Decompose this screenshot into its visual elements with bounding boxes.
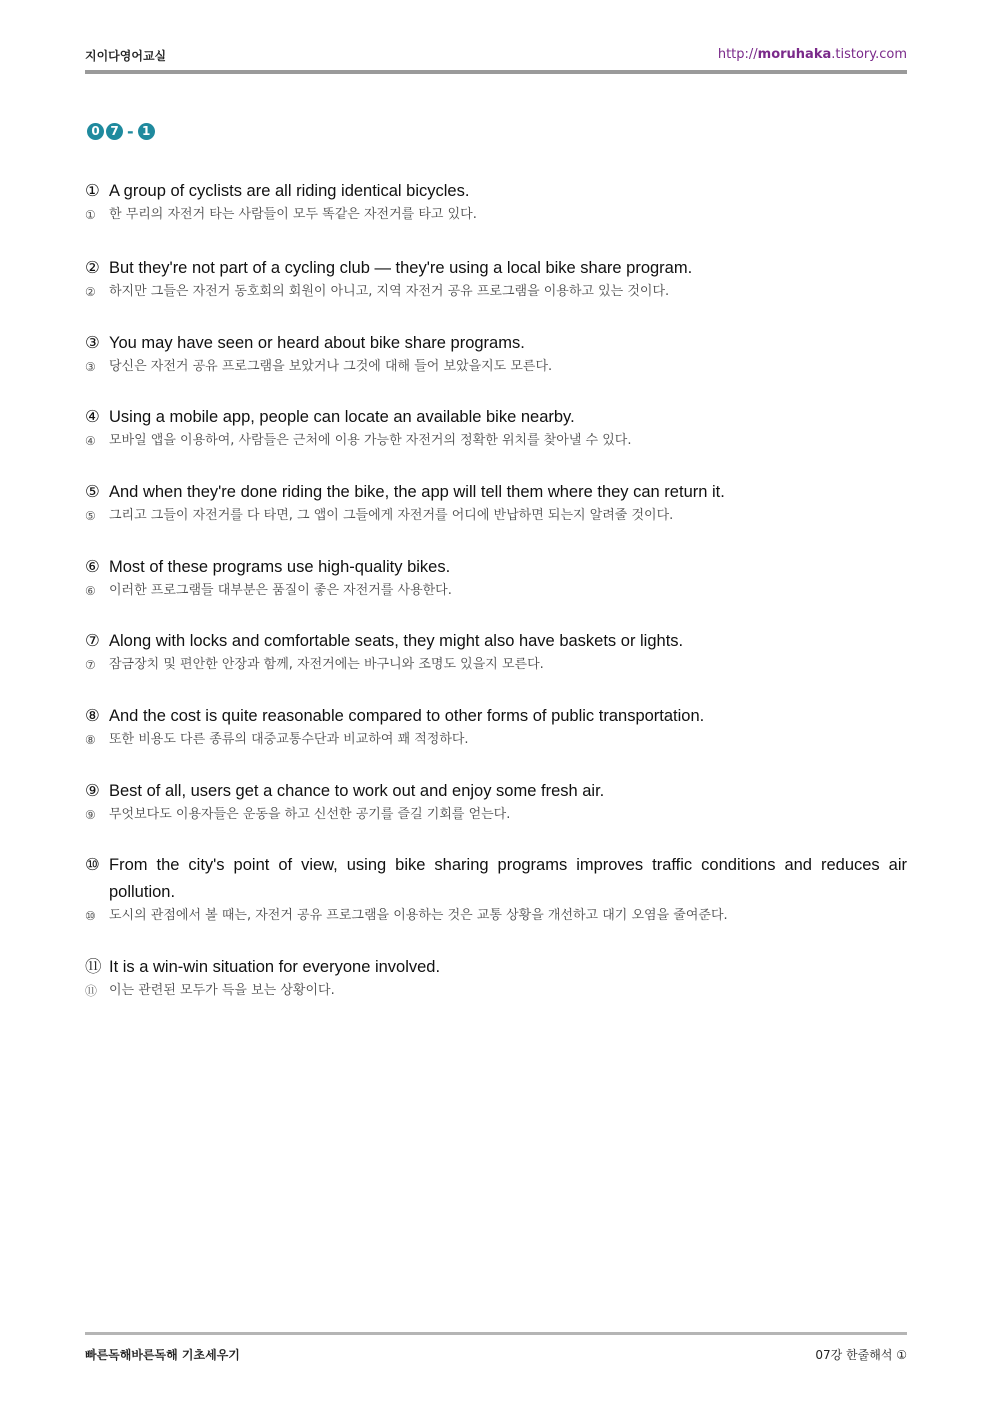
sentence-item	[85, 178, 907, 225]
header-divider	[85, 70, 907, 74]
korean-text: 하지만 그들은 자전거 동호회의 회원이 아니고, 지역 자전거 공유 프로그램을 이용하고 있는 것이다.	[109, 284, 670, 299]
english-text: It is a win-win situation for everyone involved.	[109, 958, 441, 976]
url-prefix: http://	[717, 47, 758, 62]
translation-number: ④	[85, 434, 96, 448]
url-suffix: .tistory.com	[831, 47, 907, 62]
english-sentence	[85, 178, 907, 205]
sentence-item	[85, 628, 907, 675]
korean-translation	[85, 357, 907, 377]
korean-translation	[85, 981, 907, 1001]
translation-number: ②	[85, 285, 96, 299]
sentence-item	[85, 852, 907, 926]
english-text: But they're not part of a cycling club — they're using a local bike share program.	[109, 259, 693, 277]
page-header	[85, 44, 907, 66]
korean-translation	[85, 282, 907, 302]
english-text: And the cost is quite reasonable compared to other forms of public transportation.	[109, 707, 705, 725]
sentence-number: ②	[85, 259, 100, 277]
korean-text: 또한 비용도 다른 종류의 대중교통수단과 비교하여 꽤 적정하다.	[109, 732, 469, 747]
sentence-item	[85, 255, 907, 302]
english-sentence	[85, 330, 907, 357]
korean-translation	[85, 730, 907, 750]
korean-translation	[85, 655, 907, 675]
label-separator: -	[127, 121, 134, 141]
korean-translation	[85, 581, 907, 601]
sentence-number: ⑩	[85, 856, 100, 874]
korean-text: 모바일 앱을 이용하여, 사람들은 근처에 이용 가능한 자전거의 정확한 위치를 찾아낼 수 있다.	[109, 433, 632, 448]
english-sentence	[85, 703, 907, 730]
sentence-number: ⑨	[85, 782, 100, 800]
chapter-label: 07강 한줄해석 ①	[815, 1348, 907, 1362]
korean-text: 그리고 그들이 자전거를 다 타면, 그 앱이 그들에게 자전거를 어디에 반납하면 되는지 알려줄 것이다.	[109, 508, 674, 523]
korean-translation	[85, 805, 907, 825]
korean-text: 무엇보다도 이용자들은 운동을 하고 신선한 공기를 즐길 기회를 얻는다.	[109, 807, 511, 822]
sentence-number: ③	[85, 334, 100, 352]
korean-text: 잠금장치 및 편안한 안장과 함께, 자전거에는 바구니와 조명도 있을지 모른다.	[109, 657, 544, 672]
sentence-number: ⑥	[85, 558, 100, 576]
korean-text: 도시의 관점에서 볼 때는, 자전거 공유 프로그램을 이용하는 것은 교통 상황을 개선하고 대기 오염을 줄여준다.	[109, 908, 728, 923]
page-footer	[85, 1344, 907, 1366]
label-digit: 1	[138, 123, 155, 140]
english-sentence	[85, 554, 907, 581]
sentence-item	[85, 479, 907, 526]
korean-text: 이러한 프로그램들 대부분은 품질이 좋은 자전거를 사용한다.	[109, 583, 452, 598]
sentence-item	[85, 554, 907, 601]
sentence-number: ⑪	[85, 958, 102, 976]
translation-number: ③	[85, 360, 96, 374]
korean-text: 한 무리의 자전거 타는 사람들이 모두 똑같은 자전거를 타고 있다.	[109, 207, 477, 222]
book-title: 빠른독해바른독해 기초세우기	[85, 1348, 240, 1362]
sentence-number: ⑤	[85, 483, 100, 501]
brand-name: 지이다영어교실	[85, 49, 167, 63]
english-text: Along with locks and comfortable seats, they might also have baskets or lights.	[109, 632, 684, 650]
english-text: From the city's point of view, using bike sharing programs improves traffic conditions and reduces air pollution.	[109, 856, 907, 901]
korean-text: 당신은 자전거 공유 프로그램을 보았거나 그것에 대해 들어 보았을지도 모른다.	[109, 359, 553, 374]
label-digit: 7	[106, 123, 123, 140]
english-text: A group of cyclists are all riding identical bicycles.	[109, 182, 470, 200]
english-text: Using a mobile app, people can locate an available bike nearby.	[109, 408, 575, 426]
english-sentence	[85, 479, 907, 506]
sentence-number: ⑦	[85, 632, 100, 650]
english-sentence	[85, 778, 907, 805]
translation-number: ⑨	[85, 808, 96, 822]
english-text: You may have seen or heard about bike share programs.	[109, 334, 525, 352]
section-label	[87, 121, 155, 141]
blog-url[interactable]	[718, 47, 907, 62]
sentence-item	[85, 330, 907, 377]
translation-number: ⑥	[85, 584, 96, 598]
english-sentence	[85, 404, 907, 431]
korean-text: 이는 관련된 모두가 득을 보는 상황이다.	[109, 983, 335, 998]
sentence-number: ④	[85, 408, 100, 426]
english-sentence	[85, 628, 907, 655]
english-sentence	[85, 954, 907, 981]
translation-number: ⑩	[85, 909, 96, 923]
korean-translation	[85, 205, 907, 225]
korean-translation	[85, 431, 907, 451]
english-text: Most of these programs use high-quality bikes.	[109, 558, 451, 576]
korean-translation	[85, 506, 907, 526]
translation-number: ⑦	[85, 658, 96, 672]
sentence-item	[85, 404, 907, 451]
sentence-item	[85, 954, 907, 1001]
translation-number: ⑪	[85, 984, 98, 998]
sentence-number: ⑧	[85, 707, 100, 725]
english-text: Best of all, users get a chance to work out and enjoy some fresh air.	[109, 782, 605, 800]
english-sentence	[85, 852, 907, 906]
url-bold: moruhaka	[757, 47, 832, 62]
english-text: And when they're done riding the bike, the app will tell them where they can return it.	[109, 483, 725, 501]
translation-number: ①	[85, 208, 96, 222]
sentence-item	[85, 703, 907, 750]
label-digit: 0	[87, 123, 104, 140]
translation-number: ⑤	[85, 509, 96, 523]
footer-divider	[85, 1332, 907, 1335]
sentence-item	[85, 778, 907, 825]
translation-number: ⑧	[85, 733, 96, 747]
sentence-number: ①	[85, 182, 100, 200]
english-sentence	[85, 255, 907, 282]
korean-translation	[85, 906, 907, 926]
